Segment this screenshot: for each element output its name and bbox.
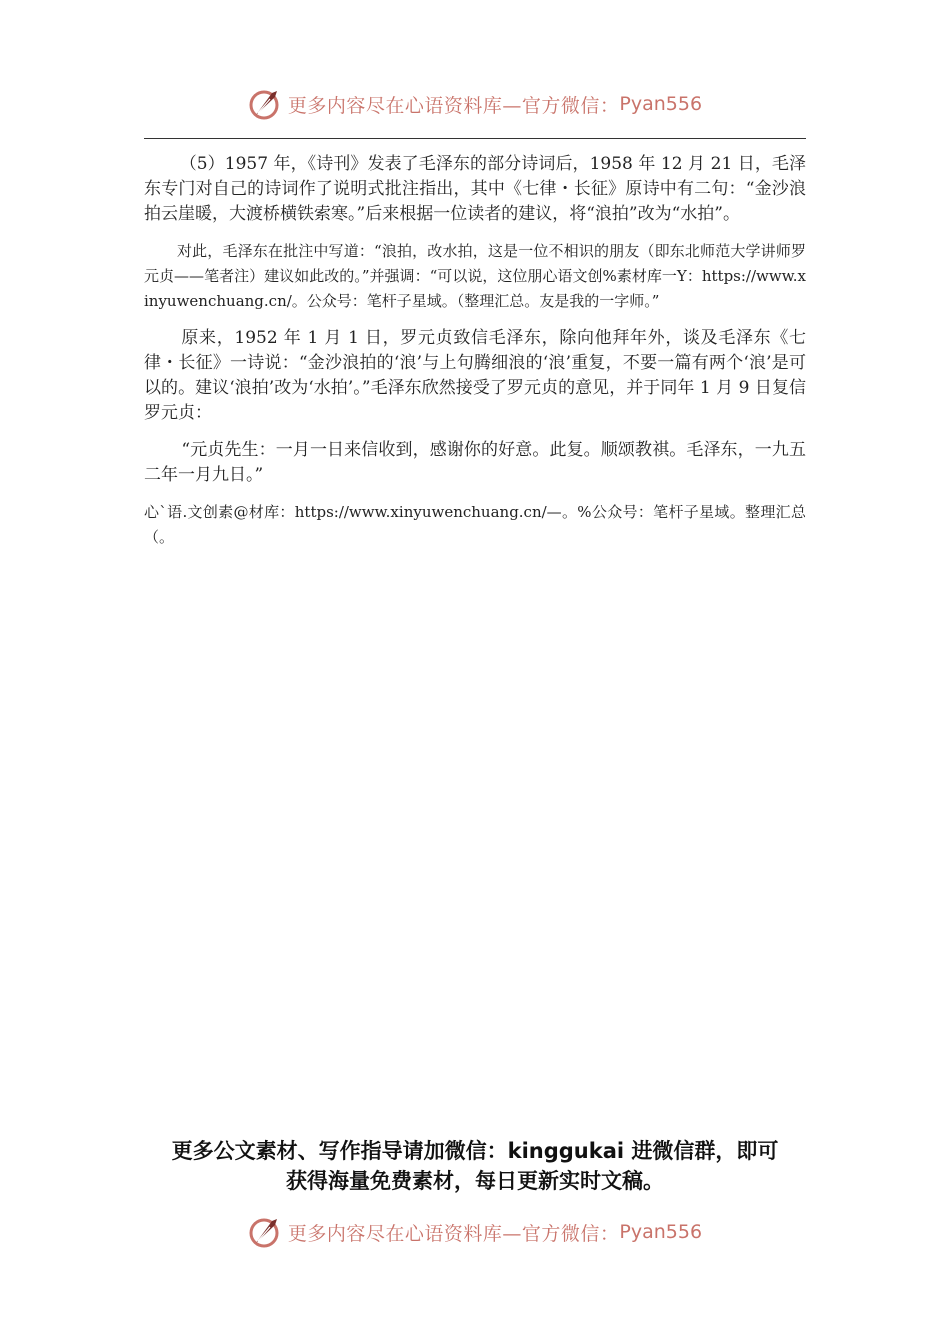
paragraph-3: 原来，1952 年 1 月 1 日，罗元贞致信毛泽东，除向他拜年外，谈及毛泽东《七律・长征》一诗说：“金沙浪拍的‘浪’与上句腾细浪的‘浪’重复，不要一篇有两个‘浪’是可以的。建议‘浪拍’改为‘水拍’。”毛泽东欣然接受了罗元贞的意见，并于同年 1 月 9 日复信罗元贞： bbox=[144, 328, 806, 423]
promo-block bbox=[144, 1136, 806, 1196]
quill-pen-circle-icon bbox=[248, 1215, 282, 1249]
header-divider bbox=[144, 138, 806, 139]
promo-line-2: 获得海量免费素材，每日更新实时文稿。 bbox=[286, 1169, 664, 1193]
paragraph-2: 对此，毛泽东在批注中写道：“浪拍，改水拍，这是一位不相识的朋友（即东北师范大学讲师罗元贞——笔者注）建议如此改的。”并强调：“可以说，这位朋心语文创%素材库一Y：https://www.xinyuwenchuang.cn/。公众号：笔杆子星域。（整理汇总。友是我的一字师。” bbox=[144, 242, 806, 310]
document-body bbox=[144, 152, 806, 562]
paragraph-5: 心`语.文创素@材库：https://www.xinyuwenchuang.cn/—。%公众号：笔杆子星域。整理汇总（。 bbox=[144, 503, 806, 546]
banner-wechat-id: Pyan556 bbox=[619, 93, 703, 115]
bottom-banner bbox=[0, 1212, 950, 1252]
banner-text: 更多内容尽在心语资料库—官方微信： bbox=[287, 94, 620, 117]
promo-line-1: 更多公文素材、写作指导请加微信：kinggukai 进微信群，即可 bbox=[171, 1139, 779, 1163]
paragraph-4: “元贞先生：一月一日来信收到，感谢你的好意。此复。顺颂教祺。毛泽东，一九五二年一月九日。” bbox=[144, 440, 806, 485]
footer-banner-text: 更多内容尽在心语资料库—官方微信： bbox=[287, 1222, 620, 1245]
footer-banner-wechat-id: Pyan556 bbox=[619, 1221, 703, 1243]
paragraph-1: （5）1957 年，《诗刊》发表了毛泽东的部分诗词后，1958 年 12 月 21 日，毛泽东专门对自己的诗词作了说明式批注指出，其中《七律・长征》原诗中有二句：“金沙浪拍云崖暖，大渡桥横铁索寒。”后来根据一位读者的建议，将“浪拍”改为“水拍”。 bbox=[144, 154, 806, 224]
top-banner bbox=[0, 84, 950, 124]
quill-pen-circle-icon bbox=[248, 87, 282, 121]
